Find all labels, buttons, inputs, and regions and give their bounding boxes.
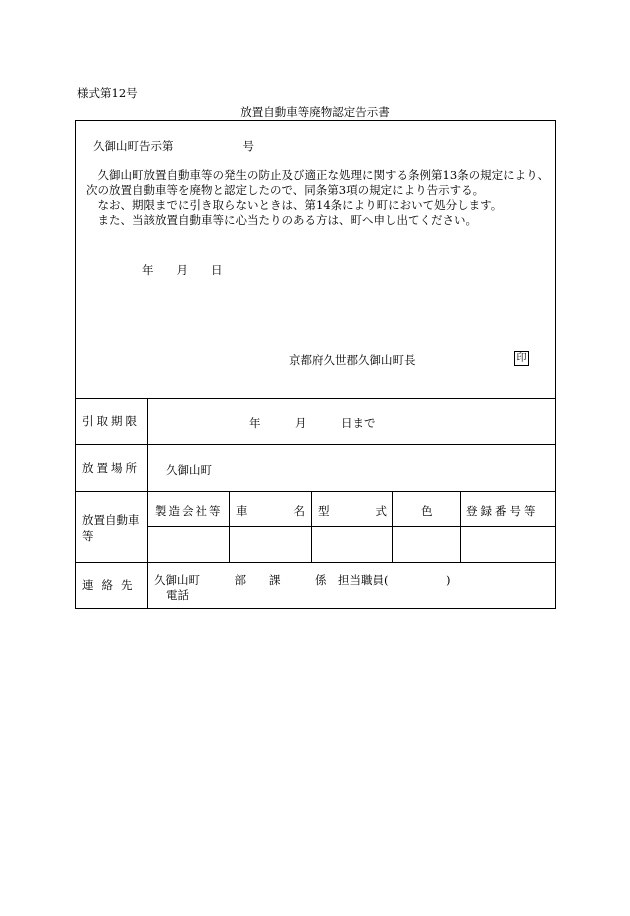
contact-line-1: 久御山町 部 課 係 担当職員( ) [154,573,451,587]
notice-paragraph-2: なお、期限までに引き取らないときは、第14条により町において処分します。 [97,198,503,212]
vehicle-header-divider [148,526,555,527]
contact-phone: 電話 [166,588,189,602]
vehicle-header-registration: 登録番号等 [466,504,539,518]
contact-label: 連絡先 [76,563,148,608]
vehicle-header-maker: 製造会社等 [155,504,223,518]
vehicle-label: 放置自動車等 [76,492,148,563]
notice-date: 年 月 日 [142,263,223,277]
seal-mark: 印 [514,351,529,366]
vehicle-col-divider [392,492,393,563]
vehicle-col-divider [460,492,461,563]
vehicle-header-model: 型 式 [318,504,387,518]
location-label: 放置場所 [76,445,148,492]
notice-paragraph-3: また、当該放置自動車等に心当たりのある方は、町へ申し出てください。 [97,213,477,227]
vehicle-header-name: 車 名 [236,504,305,518]
notice-paragraph-1: 久御山町放置自動車等の発生の防止及び適正な処理に関する条例第13条の規定により、次の放置自動車等を廃物と認定したので、同条第3項の規定により告示する。 [86,168,550,197]
vehicle-col-divider [229,492,230,563]
form-number: 様式第12号 [77,86,138,100]
vehicle-col-divider [311,492,312,563]
deadline-value: 年 月 日まで [249,416,376,430]
document-title: 放置自動車等廃物認定告示書 [240,105,390,119]
vehicle-header-color: 色 [421,504,433,518]
notice-number-line: 久御山町告示第 号 [93,139,254,153]
location-value: 久御山町 [166,463,212,477]
mayor-name: 京都府久世郡久御山町長 [289,353,416,367]
deadline-label: 引取期限 [76,398,148,445]
notice-section [76,121,555,399]
notice-form [75,120,556,609]
